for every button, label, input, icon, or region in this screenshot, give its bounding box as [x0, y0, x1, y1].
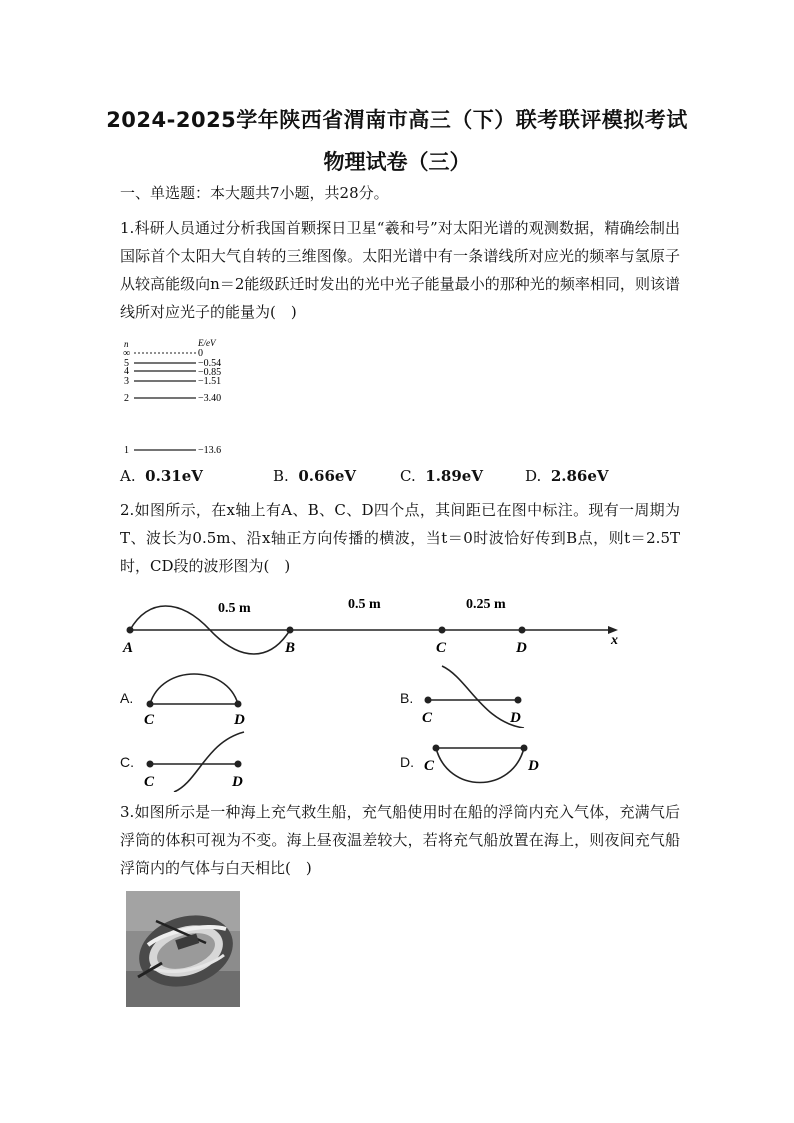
point-c-label: C — [436, 640, 447, 656]
q2-option-d-label: D. — [400, 754, 414, 770]
distance-cd-label: 0.25 m — [466, 597, 506, 612]
q1-option-a: A. 0.31eV — [120, 467, 203, 485]
q2-option-c-label: C. — [120, 754, 134, 770]
exam-subtitle: 物理试卷（三） — [323, 150, 471, 174]
x-axis-label: x — [611, 633, 618, 648]
svg-text:D: D — [510, 710, 521, 726]
level-n: 3 — [124, 376, 129, 387]
question-3-text: 3.如图所示是一种海上充气救生船，充气船使用时在船的浮筒内充入气体，充满气后浮筒的体积可视为不变。海上昼夜温差较大，若将充气船放置在海上，则夜间充气船浮筒内的气体与白天相比( ) — [120, 803, 680, 877]
point-a-label: A — [123, 640, 134, 656]
level-e: −3.40 — [198, 393, 222, 404]
q2-option-c-figure — [140, 730, 250, 792]
svg-text:D: D — [232, 774, 243, 790]
svg-text:D: D — [234, 712, 245, 728]
question-2-text: 2.如图所示，在x轴上有A、B、C、D四个点，其间距已在图中标注。现有一周期为T、波长为0.5m、沿x轴正方向传播的横波，当t＝0时波恰好传到B点，则t＝2.5T时，CD段的波形图为( ) — [120, 501, 680, 575]
svg-text:C: C — [144, 774, 155, 790]
point-d-label: D — [516, 640, 527, 656]
level-e: −1.51 — [198, 376, 222, 387]
level-e: −0.54 — [198, 358, 222, 369]
exam-title: 2024-2025学年陕西省渭南市高三（下）联考联评模拟考试 — [106, 108, 688, 132]
point-b-label: B — [285, 640, 296, 656]
level-n: 1 — [124, 445, 129, 456]
svg-text:C: C — [144, 712, 155, 728]
level-e: −0.85 — [198, 367, 222, 378]
energy-level-diagram — [118, 336, 248, 460]
inflatable-boat-photo — [126, 891, 240, 1007]
point-d-dot — [519, 627, 526, 634]
level-e: −13.6 — [198, 445, 222, 456]
q2-option-b-figure — [420, 664, 530, 728]
q1-option-d: D. 2.86eV — [525, 467, 609, 485]
svg-text:C: C — [424, 758, 435, 774]
svg-text:C: C — [422, 710, 433, 726]
q2-option-d-figure — [420, 736, 550, 794]
wave-axis-figure — [118, 590, 633, 660]
q1-option-c: C. 1.89eV — [400, 467, 483, 485]
q2-option-a-figure — [140, 666, 250, 728]
q2-option-b-label: B. — [400, 690, 414, 706]
distance-bc-label: 0.5 m — [348, 597, 381, 612]
distance-ab-label: 0.5 m — [218, 601, 251, 616]
q1-option-b: B. 0.66eV — [273, 467, 357, 485]
n-axis-label: n — [124, 339, 129, 349]
question-1-text: 1.科研人员通过分析我国首颗探日卫星“羲和号”对太阳光谱的观测数据，精确绘制出国际首个太阳大气自转的三维图像。太阳光谱中有一条谱线所对应光的频率与氢原子从较高能级向n＝2能级跃迁时发出的光中光子能量最小的那种光的频率相同，则该谱线所对应光子的能量为( ) — [120, 219, 680, 321]
level-n: 5 — [124, 358, 129, 369]
level-n: 4 — [124, 366, 129, 377]
level-e: 0 — [198, 348, 203, 359]
energy-axis-label: E/eV — [198, 338, 216, 348]
q2-option-a-label: A. — [120, 690, 134, 706]
section-heading: 一、单选题：本大题共7小题，共28分。 — [120, 184, 389, 202]
svg-text:D: D — [528, 758, 539, 774]
level-n: 2 — [124, 393, 129, 404]
point-a-dot — [127, 627, 134, 634]
point-c-dot — [439, 627, 446, 634]
point-b-dot — [287, 627, 294, 634]
level-n: ∞ — [123, 348, 131, 359]
